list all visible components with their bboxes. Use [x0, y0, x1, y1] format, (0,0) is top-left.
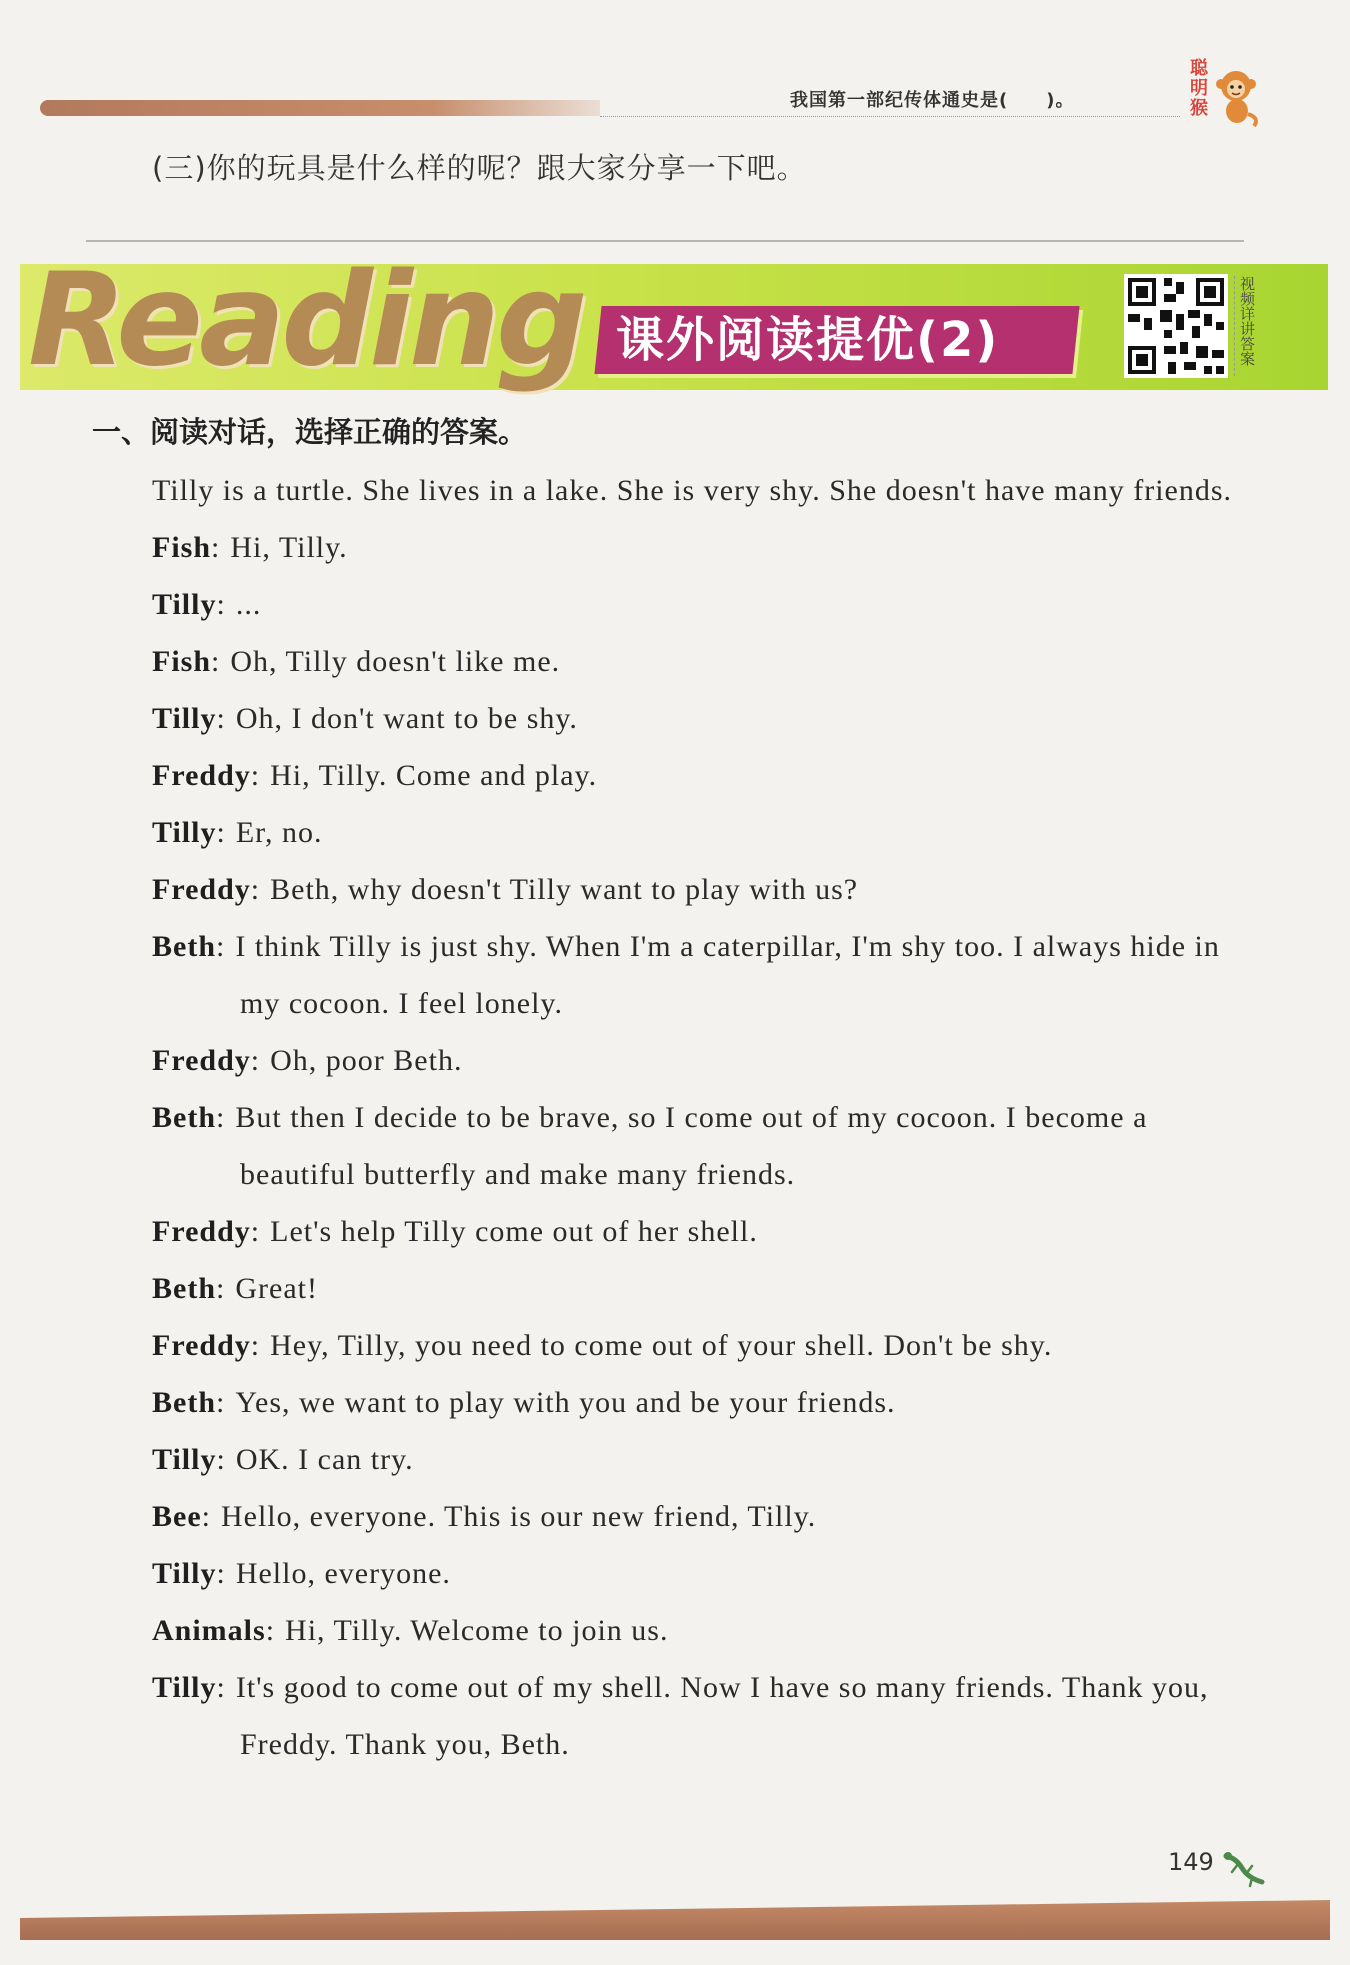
- speaker-name: Beth: [152, 1101, 216, 1134]
- dialogue-line: [86, 1203, 1246, 1260]
- section-divider: [86, 240, 1244, 242]
- header-decoration: [40, 100, 600, 116]
- speaker-colon: :: [216, 816, 226, 849]
- speaker-colon: :: [250, 1044, 261, 1077]
- footer-decoration: [20, 1900, 1330, 1940]
- speaker-name: Tilly: [152, 588, 217, 621]
- speaker-name: Freddy: [152, 1044, 251, 1077]
- speaker-colon: :: [211, 531, 221, 564]
- dialogue-line: [86, 1545, 1246, 1602]
- dialogue-text: Hi, Tilly. Come and play.: [270, 759, 598, 792]
- dialogue-line: [86, 1488, 1246, 1545]
- speaker-colon: :: [216, 1443, 226, 1476]
- dialogue-text: It's good to come out of my shell. Now I have so many friends. Thank you, Freddy. Thank you, Beth.: [235, 1671, 1209, 1761]
- speaker-colon: :: [250, 759, 261, 792]
- dialogue-text: Oh, poor Beth.: [270, 1044, 463, 1077]
- mascot-label: 聪明猴: [1187, 58, 1208, 118]
- speaker-colon: :: [216, 1101, 226, 1134]
- speaker-name: Bee: [152, 1500, 202, 1533]
- dialogue-line: [86, 1260, 1246, 1317]
- dialogue-line: [86, 633, 1246, 690]
- dialogue-text: Yes, we want to play with you and be your friends.: [235, 1386, 896, 1419]
- speaker-name: Fish: [152, 531, 212, 564]
- speaker-colon: :: [250, 1329, 261, 1362]
- speaker-colon: :: [216, 930, 226, 963]
- dialogue-line: [86, 1032, 1246, 1089]
- speaker-name: Beth: [152, 1386, 216, 1419]
- speaker-name: Freddy: [152, 1215, 251, 1248]
- dialogue-line: [86, 861, 1246, 918]
- dialogue-line: [86, 1602, 1246, 1659]
- page-number: 149: [1168, 1848, 1214, 1876]
- dialogue-text: Hello, everyone. This is our new friend, Tilly.: [220, 1500, 817, 1533]
- dialogue-text: Oh, Tilly doesn't like me.: [230, 645, 561, 678]
- speaker-name: Tilly: [152, 1443, 217, 1476]
- speaker-colon: :: [216, 1272, 226, 1305]
- dialogue-text: OK. I can try.: [235, 1443, 414, 1476]
- dialogue-text: I think Tilly is just shy. When I'm a caterpillar, I'm shy too. I always hide in my cocoon. I feel lonely.: [235, 930, 1220, 1020]
- dialogue-line: [86, 1374, 1246, 1431]
- speaker-name: Tilly: [152, 702, 217, 735]
- speaker-name: Tilly: [152, 1557, 217, 1590]
- speaker-name: Freddy: [152, 1329, 251, 1362]
- dialogue-line: [86, 1431, 1246, 1488]
- dialogue-line: [86, 576, 1246, 633]
- section-title: 一、阅读对话，选择正确的答案。: [92, 415, 528, 449]
- dialogue-line: [86, 690, 1246, 747]
- dialogue-line: [86, 747, 1246, 804]
- speaker-name: Fish: [152, 645, 212, 678]
- qr-code-icon[interactable]: [1124, 274, 1228, 378]
- dialogue-text: Er, no.: [235, 816, 323, 849]
- banner-reading-word: Reading: [28, 246, 584, 395]
- speaker-name: Beth: [152, 930, 216, 963]
- speaker-colon: :: [216, 588, 226, 621]
- speaker-colon: :: [216, 1671, 226, 1704]
- reading-passage: [86, 462, 1246, 1773]
- dialogue-text: Hi, Tilly.: [230, 531, 348, 564]
- speaker-name: Tilly: [152, 816, 217, 849]
- previous-question: (三)你的玩具是什么样的呢？跟大家分享一下吧。: [152, 151, 807, 185]
- dialogue-line: [86, 1659, 1246, 1773]
- header-trivia-question: 我国第一部纪传体通史是( )。: [790, 90, 1075, 111]
- speaker-colon: :: [216, 702, 226, 735]
- dialogue-line: [86, 1317, 1246, 1374]
- speaker-colon: :: [216, 1557, 226, 1590]
- speaker-name: Tilly: [152, 1671, 217, 1704]
- dialogue-text: Beth, why doesn't Tilly want to play with us?: [270, 873, 859, 906]
- speaker-colon: :: [216, 1386, 226, 1419]
- gecko-icon: [1222, 1848, 1266, 1888]
- speaker-colon: :: [201, 1500, 211, 1533]
- dialogue-text: Hi, Tilly. Welcome to join us.: [285, 1614, 669, 1647]
- speaker-name: Freddy: [152, 873, 251, 906]
- dialogue-text: Oh, I don't want to be shy.: [235, 702, 578, 735]
- dialogue-text: But then I decide to be brave, so I come out of my cocoon. I become a beautiful butterfly and make many friends.: [235, 1101, 1148, 1191]
- speaker-colon: :: [211, 645, 221, 678]
- speaker-colon: :: [250, 873, 261, 906]
- passage-intro: Tilly is a turtle. She lives in a lake. She is very shy. She doesn't have many friends.: [152, 474, 1233, 507]
- dialogue-text: ...: [235, 588, 262, 621]
- speaker-name: Animals: [152, 1614, 266, 1647]
- speaker-name: Freddy: [152, 759, 251, 792]
- speaker-name: Beth: [152, 1272, 216, 1305]
- dialogue-line: [86, 918, 1246, 1032]
- speaker-colon: :: [250, 1215, 261, 1248]
- dialogue-line: [86, 804, 1246, 861]
- speaker-colon: :: [265, 1614, 276, 1647]
- dialogue-line: [86, 519, 1246, 576]
- qr-code-label: 视频详讲答案: [1234, 276, 1255, 376]
- header-dotted-rule: [600, 116, 1180, 117]
- banner-title: 课外阅读提优(2): [616, 312, 1000, 368]
- dialogue-line: [86, 1089, 1246, 1203]
- dialogue-text: Hey, Tilly, you need to come out of your shell. Don't be shy.: [270, 1329, 1053, 1362]
- dialogue-text: Great!: [235, 1272, 318, 1305]
- dialogue-text: Let's help Tilly come out of her shell.: [270, 1215, 758, 1248]
- dialogue-list: [86, 519, 1246, 1773]
- dialogue-text: Hello, everyone.: [235, 1557, 451, 1590]
